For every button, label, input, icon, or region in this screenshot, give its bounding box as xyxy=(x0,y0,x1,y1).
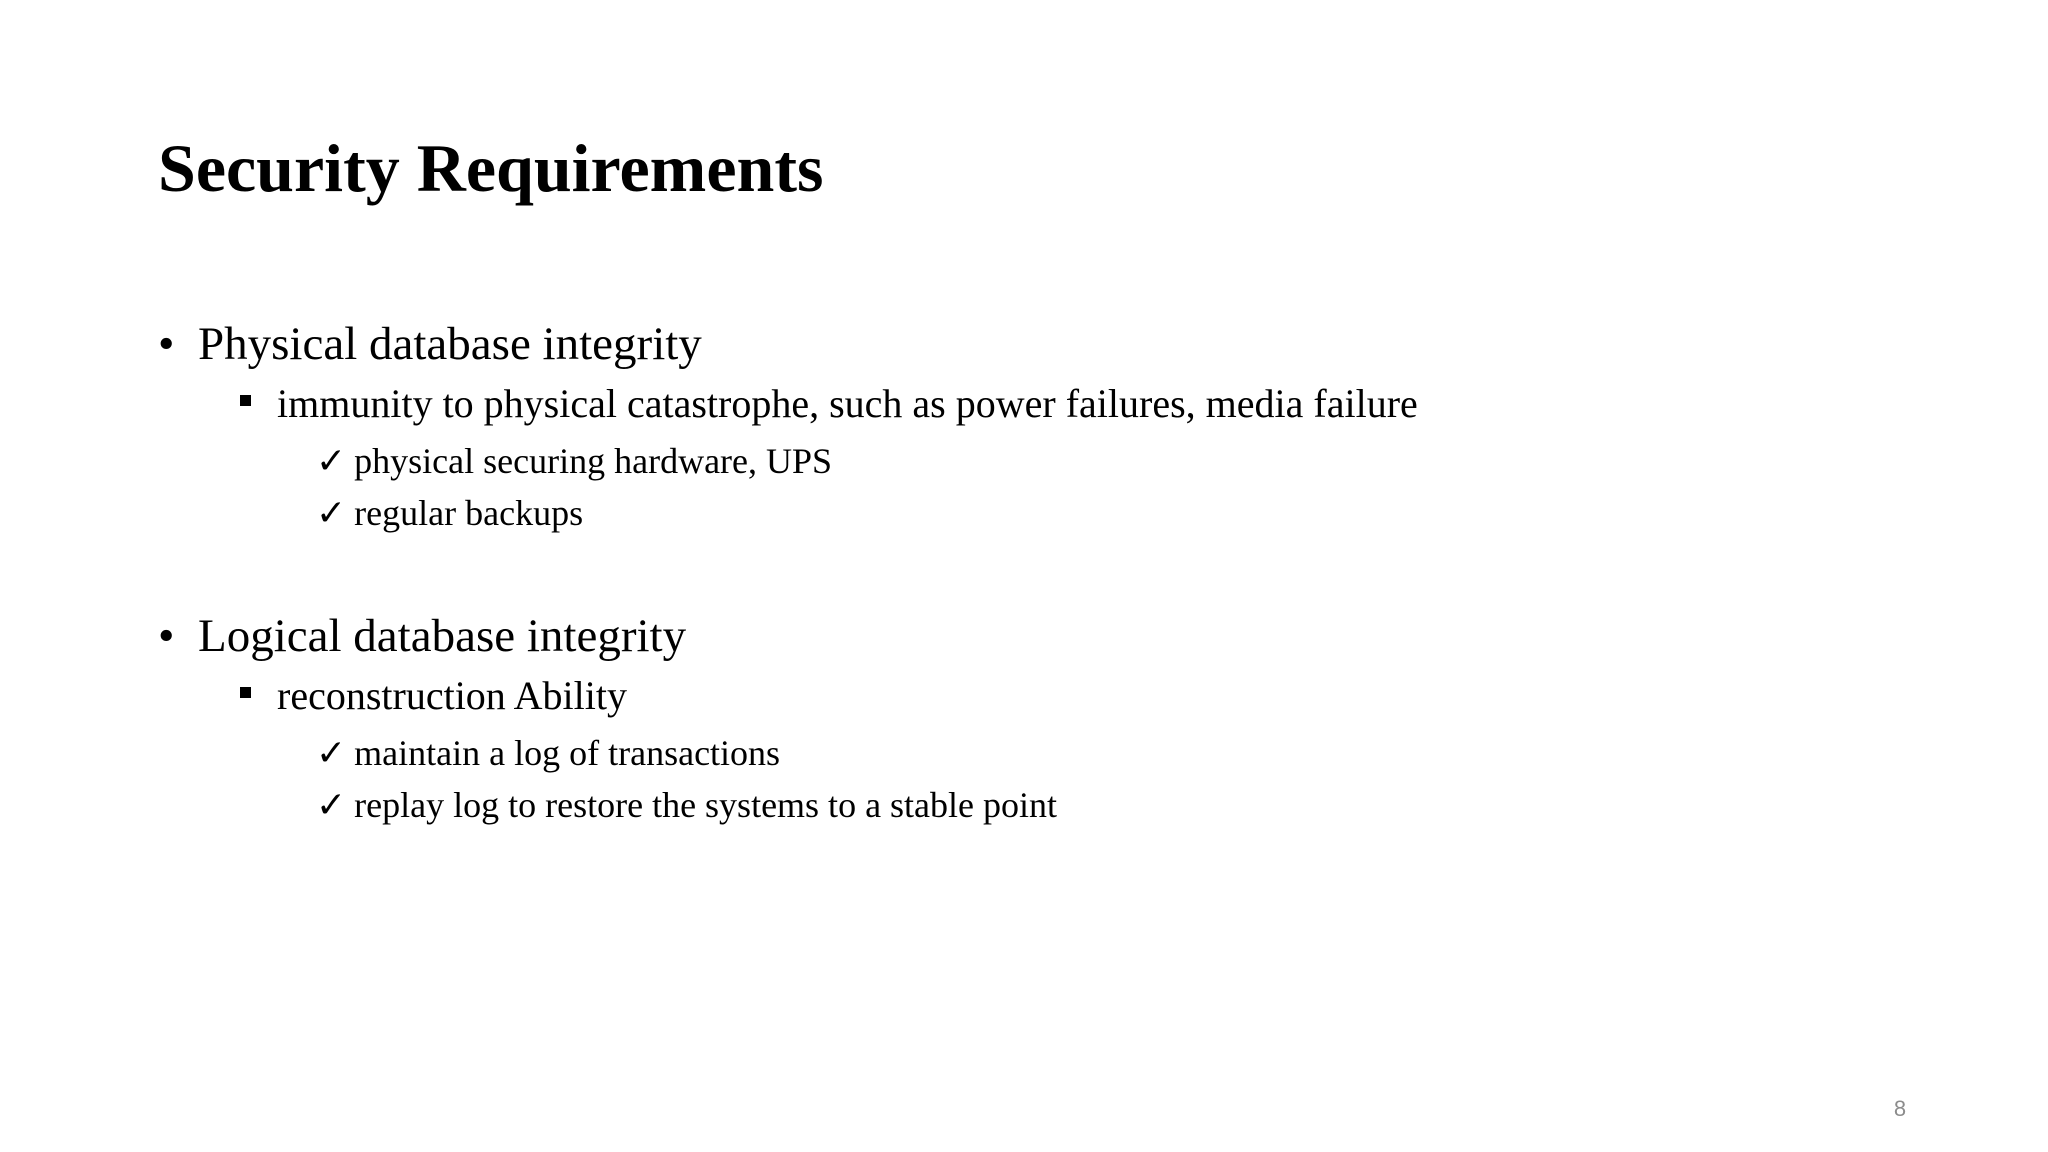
checkmark-icon: ✓ xyxy=(316,733,347,773)
bullet-text: Physical database integrity xyxy=(198,318,702,370)
check-item-regular-backups xyxy=(316,492,583,535)
subitem-reconstruction-ability xyxy=(240,672,627,720)
subitem-text: immunity to physical catastrophe, such as power failures, media failure xyxy=(277,381,1418,426)
bullet-text: Logical database integrity xyxy=(198,610,687,662)
bullet-dot: • xyxy=(158,318,175,370)
bullet-dot: • xyxy=(158,610,175,662)
bullet-item-logical-integrity xyxy=(158,608,686,664)
checkmark-icon: ✓ xyxy=(316,493,347,533)
check-item-text: replay log to restore the systems to a stable point xyxy=(354,785,1058,825)
bullet-item-physical-integrity xyxy=(158,316,702,372)
square-bullet-icon xyxy=(240,395,251,406)
subitem-text: reconstruction Ability xyxy=(277,673,627,718)
check-item-maintain-log xyxy=(316,732,780,775)
check-item-text: maintain a log of transactions xyxy=(354,733,781,773)
check-item-replay-log xyxy=(316,784,1057,827)
square-bullet-icon xyxy=(240,687,251,698)
check-item-text: physical securing hardware, UPS xyxy=(354,441,833,481)
subitem-catastrophe-immunity xyxy=(240,380,1418,428)
slide-title: Security Requirements xyxy=(158,130,824,206)
checkmark-icon: ✓ xyxy=(316,441,347,481)
page-number: 8 xyxy=(1893,1096,1907,1121)
check-item-text: regular backups xyxy=(354,493,584,533)
checkmark-icon: ✓ xyxy=(316,785,347,825)
check-item-physical-securing xyxy=(316,440,832,483)
